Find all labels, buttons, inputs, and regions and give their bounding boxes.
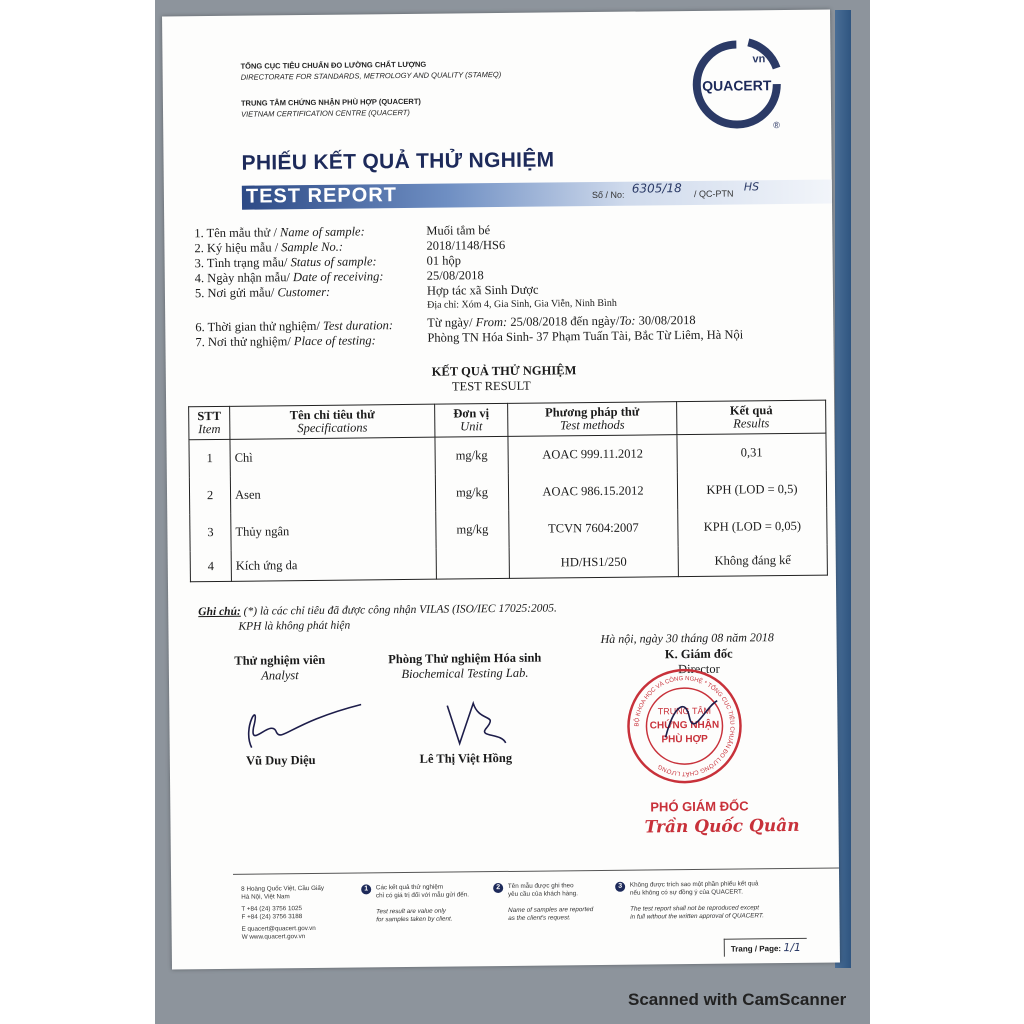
table-row	[190, 545, 827, 582]
cell-result: 0,31	[677, 433, 826, 472]
test-report-page	[162, 10, 840, 970]
sample-no-value: 2018/1148/HS6	[426, 237, 506, 253]
sample-info-labels	[194, 224, 384, 301]
col-item: STT Item	[189, 406, 230, 439]
quacert-logo	[690, 38, 783, 131]
test-duration-value: Từ ngày/ From: 25/08/2018 đến ngày/To: 30/08/2018	[427, 312, 696, 330]
org-vn: TỔNG CỤC TIÊU CHUẨN ĐO LƯỜNG CHẤT LƯỢNG	[240, 59, 427, 71]
note-line-1: Ghi chú: (*) là các chỉ tiêu đã được công nhận VILAS (ISO/IEC 17025:2005.	[198, 602, 557, 619]
svg-text:TRUNG TÂM: TRUNG TÂM	[657, 705, 712, 717]
place-testing-value: Phòng TN Hóa Sinh- 37 Phạm Tuấn Tài, Bắc Từ Liêm, Hà Nội	[427, 327, 744, 345]
centre-vn: TRUNG TÂM CHỨNG NHẬN PHÙ HỢP (QUACERT)	[240, 96, 421, 108]
svg-text:BỘ KHOA HỌC VÀ CÔNG NGHỆ * TỔN: BỘ KHOA HỌC VÀ CÔNG NGHỆ * TỔNG CỤC TIÊU CHUẨN ĐO LƯỜNG CHẤT LƯỢNG	[634, 676, 735, 777]
cell-result: Không đáng kể	[678, 545, 827, 577]
analyst-signature	[231, 686, 362, 762]
footer-note-3: 3 Không được trích sao một phần phiếu kết quả nếu không có sự đồng ý của QUACERT. The test report shall not be reproduced except in full without the written approval of QUACERT.	[615, 880, 764, 922]
cell-unit: mg/kg	[435, 474, 508, 512]
customer-value: Hợp tác xã Sinh Dược	[426, 282, 539, 298]
analyst-name: Vũ Duy Diệu	[246, 752, 316, 768]
footer-note-1: 1 Các kết quả thử nghiệm chỉ có giá trị đối với mẫu gửi đến. Test result are value only for samples taken by client.	[361, 883, 469, 924]
director-signature	[655, 687, 726, 753]
report-number-handwritten: 6305/18	[631, 181, 682, 196]
info-row-2: 2. Ký hiệu mẫu / Sample No.:	[194, 239, 344, 256]
report-number-suffix: / QC-PTN	[693, 188, 734, 199]
col-spec: Tên chỉ tiêu thử Specifications	[230, 404, 435, 439]
centre-en: VIETNAM CERTIFICATION CENTRE (QUACERT)	[241, 107, 410, 119]
report-number-label: Số / No:	[591, 189, 625, 201]
sample-name-value: Muối tắm bé	[426, 223, 491, 238]
footer-address: 8 Hoàng Quốc Việt, Cầu Giấy Hà Nội, Việt Nam T +84 (24) 3756 1025 F +84 (24) 3756 3188 E quacert@quacert.gov.vn W www.quacert.gov.vn	[241, 884, 325, 941]
cell-item: 3	[190, 514, 231, 551]
report-date: Hà nội, ngày 30 tháng 08 năm 2018	[600, 630, 774, 646]
cell-item: 1	[189, 439, 230, 477]
col-unit: Đơn vị Unit	[435, 403, 508, 437]
info-row-5: 5. Nơi gửi mẫu/ Customer:	[194, 284, 331, 301]
svg-text:QUACERT: QUACERT	[702, 77, 772, 94]
cell-spec: Asen	[230, 475, 435, 514]
lab-signature	[439, 693, 510, 759]
info-row-4: 4. Ngày nhận mẫu/ Date of receiving:	[194, 269, 384, 286]
results-heading-vn: KẾT QUẢ THỬ NGHIỆM	[431, 363, 577, 379]
cell-unit: mg/kg	[436, 511, 509, 549]
svg-text:®: ®	[773, 120, 780, 131]
cell-item: 2	[189, 477, 230, 514]
lab-title: Phòng Thử nghiệm Hóa sinh Biochemical Testing Lab.	[388, 650, 542, 682]
deputy-director-title: PHÓ GIÁM ĐỐC	[650, 798, 749, 815]
svg-text:PHÙ HỢP: PHÙ HỢP	[661, 733, 708, 746]
info-row-1: 1. Tên mẫu thử / Name of sample:	[194, 224, 365, 241]
cell-method: AOAC 986.15.2012	[508, 472, 677, 511]
test-duration-label: 6. Thời gian thử nghiệm/ Test duration:	[195, 318, 394, 335]
cell-spec: Kích ứng da	[231, 549, 436, 582]
results-table	[188, 400, 828, 583]
cell-result: KPH (LOD = 0,5)	[677, 471, 826, 510]
col-result: Kết quả Results	[677, 400, 826, 435]
footer-number-3: 3	[615, 882, 625, 892]
info-row-3: 3. Tình trạng mẫu/ Status of sample:	[194, 254, 377, 271]
footer-note-2: 2 Tên mẫu được ghi theo yêu cầu của khách hàng. Name of samples are reported as the client's request.	[493, 882, 593, 923]
note-line-2: KPH là không phát hiện	[238, 619, 351, 633]
deputy-director-name: Trần Quốc Quân	[644, 815, 800, 838]
cell-item: 4	[190, 551, 231, 582]
customer-address: Địa chỉ: Xóm 4, Gia Sinh, Gia Viễn, Ninh Bình	[427, 297, 617, 311]
cell-method: HD/HS1/250	[509, 546, 678, 578]
report-title-en: TEST REPORT	[245, 184, 398, 208]
cell-spec: Thủy ngân	[231, 512, 436, 551]
footer-number-2: 2	[493, 883, 503, 893]
page-indicator: Trang / Page: 1/1	[724, 938, 807, 957]
svg-text:CHỨNG NHẬN: CHỨNG NHẬN	[649, 719, 720, 732]
cell-spec: Chì	[230, 437, 435, 477]
footer-divider	[233, 867, 839, 874]
place-testing-label: 7. Nơi thử nghiệm/ Place of testing:	[195, 333, 376, 350]
lab-name: Lê Thị Việt Hồng	[419, 750, 513, 766]
camscanner-watermark: Scanned with CamScanner	[628, 990, 847, 1009]
sample-info-values	[426, 222, 617, 313]
col-method: Phương pháp thử Test methods	[508, 402, 677, 437]
cell-method: TCVN 7604:2007	[509, 509, 678, 548]
footer-number-1: 1	[361, 884, 371, 894]
cell-method: AOAC 999.11.2012	[508, 435, 677, 474]
cell-unit: mg/kg	[435, 436, 508, 474]
cell-result: KPH (LOD = 0,05)	[678, 508, 827, 547]
svg-text:vn: vn	[752, 53, 766, 66]
org-en: DIRECTORATE FOR STANDARDS, METROLOGY AND QUALITY (STAMEQ)	[240, 69, 502, 82]
results-heading-en: TEST RESULT	[451, 378, 531, 394]
director-title: K. Giám đốc Director	[664, 646, 733, 677]
report-number-tail: HS	[743, 180, 760, 194]
date-receiving-value: 25/08/2018	[426, 268, 484, 283]
analyst-title: Thử nghiệm viên Analyst	[234, 652, 326, 683]
sample-status-value: 01 hộp	[426, 253, 462, 268]
cell-unit	[436, 548, 509, 579]
report-title-vn: PHIẾU KẾT QUẢ THỬ NGHIỆM	[241, 148, 555, 175]
